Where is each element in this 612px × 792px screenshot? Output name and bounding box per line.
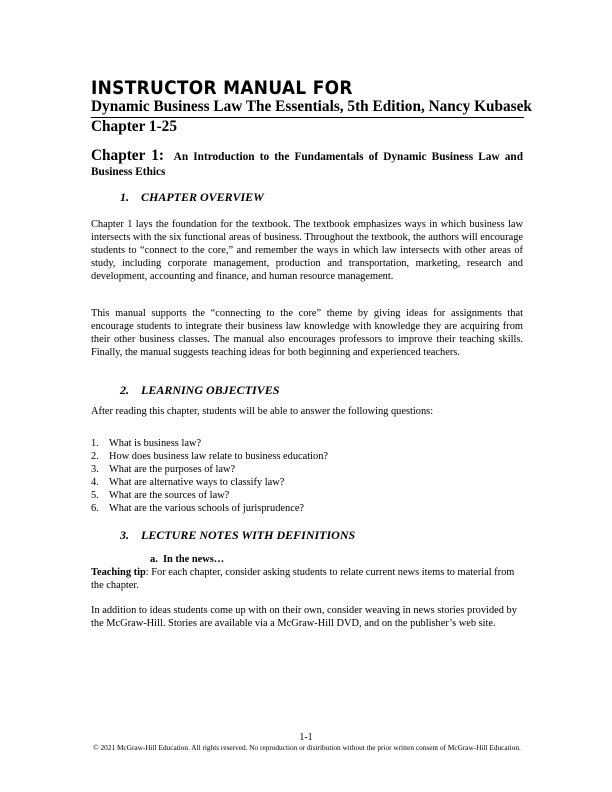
- teaching-tip-text: : For each chapter, consider asking students to relate current news items to material from the chapter.: [91, 567, 515, 592]
- section-number: 1.: [120, 190, 129, 204]
- section-title: CHAPTER OVERVIEW: [141, 190, 264, 204]
- chapter-title: An Introduction to the Fundamentals of Dynamic Business Law and Business Ethics: [91, 151, 523, 178]
- list-text: What are the sources of law?: [109, 490, 230, 502]
- section-heading-lecture-notes: [120, 528, 355, 542]
- list-text: What are the various schools of jurisprudence?: [109, 503, 305, 515]
- list-item: [91, 463, 491, 476]
- list-number: 2.: [91, 451, 99, 463]
- chapter-label: Chapter 1:: [91, 147, 164, 164]
- section-heading-overview: [120, 190, 264, 204]
- subsection-letter: a.: [150, 554, 158, 565]
- section-title: LECTURE NOTES WITH DEFINITIONS: [141, 528, 356, 542]
- list-number: 5.: [91, 490, 99, 502]
- objectives-intro: After reading this chapter, students will be able to answer the following questions:: [91, 406, 434, 417]
- list-number: 1.: [91, 438, 99, 449]
- list-item: [91, 502, 491, 515]
- overview-paragraph-1: Chapter 1 lays the foundation for the textbook. The textbook emphasizes ways in which business law intersects with the six functional areas of business. Throughout the textbook, the authors will encourage students to “connect to the core,” and remember the ways in which law intersects with other areas of study, including corporate management, production and transportation, marketing, research and development, accounting and finance, and human resource management.: [91, 219, 523, 283]
- subsection-heading: [150, 553, 224, 566]
- list-text: How does business law relate to business education?: [109, 451, 329, 463]
- list-item: [91, 476, 491, 489]
- list-item: [91, 437, 491, 450]
- page-number: 1-1: [299, 732, 313, 743]
- list-text: What are the purposes of law?: [109, 464, 236, 476]
- subsection-title: In the news…: [163, 554, 225, 565]
- list-number: 3.: [91, 464, 99, 476]
- list-text: What is business law?: [109, 438, 202, 449]
- section-heading-objectives: [120, 383, 279, 397]
- overview-paragraph-2: This manual supports the “connecting to the core” theme by giving ideas for assignments that encourage students to integrate their business law knowledge with knowledge they are acquiring from their other business classes. The manual also encourages professors to improve their teaching skills. Finally, the manual suggests teaching ideas for both beginning and experienced teachers.: [91, 308, 523, 359]
- list-item: [91, 450, 491, 463]
- copyright-footer: © 2021 McGraw-Hill Education. All rights reserved. No reproduction or distribution without the prior written consent of McGraw-Hill Education.: [93, 743, 521, 752]
- chapter-heading: [91, 148, 523, 180]
- section-number: 3.: [120, 528, 129, 542]
- section-title: LEARNING OBJECTIVES: [141, 383, 280, 397]
- objectives-list: [91, 437, 491, 516]
- list-text: What are alternative ways to classify law?: [109, 477, 285, 489]
- news-paragraph: In addition to ideas students come up with on their own, consider weaving in news stories provided by the McGraw-Hill. Stories are available via a McGraw-Hill DVD, and on the publisher’s web site.: [91, 605, 517, 630]
- section-number: 2.: [120, 383, 129, 397]
- manual-banner: INSTRUCTOR MANUAL FOR: [91, 77, 353, 100]
- teaching-tip: [91, 566, 523, 592]
- list-number: 4.: [91, 477, 99, 489]
- book-title: Dynamic Business Law The Essentials, 5th Edition, Nancy Kubasek: [91, 98, 524, 118]
- list-item: [91, 489, 491, 502]
- chapter-range: Chapter 1-25: [91, 118, 177, 135]
- list-number: 6.: [91, 503, 99, 515]
- teaching-tip-label: Teaching tip: [91, 567, 146, 578]
